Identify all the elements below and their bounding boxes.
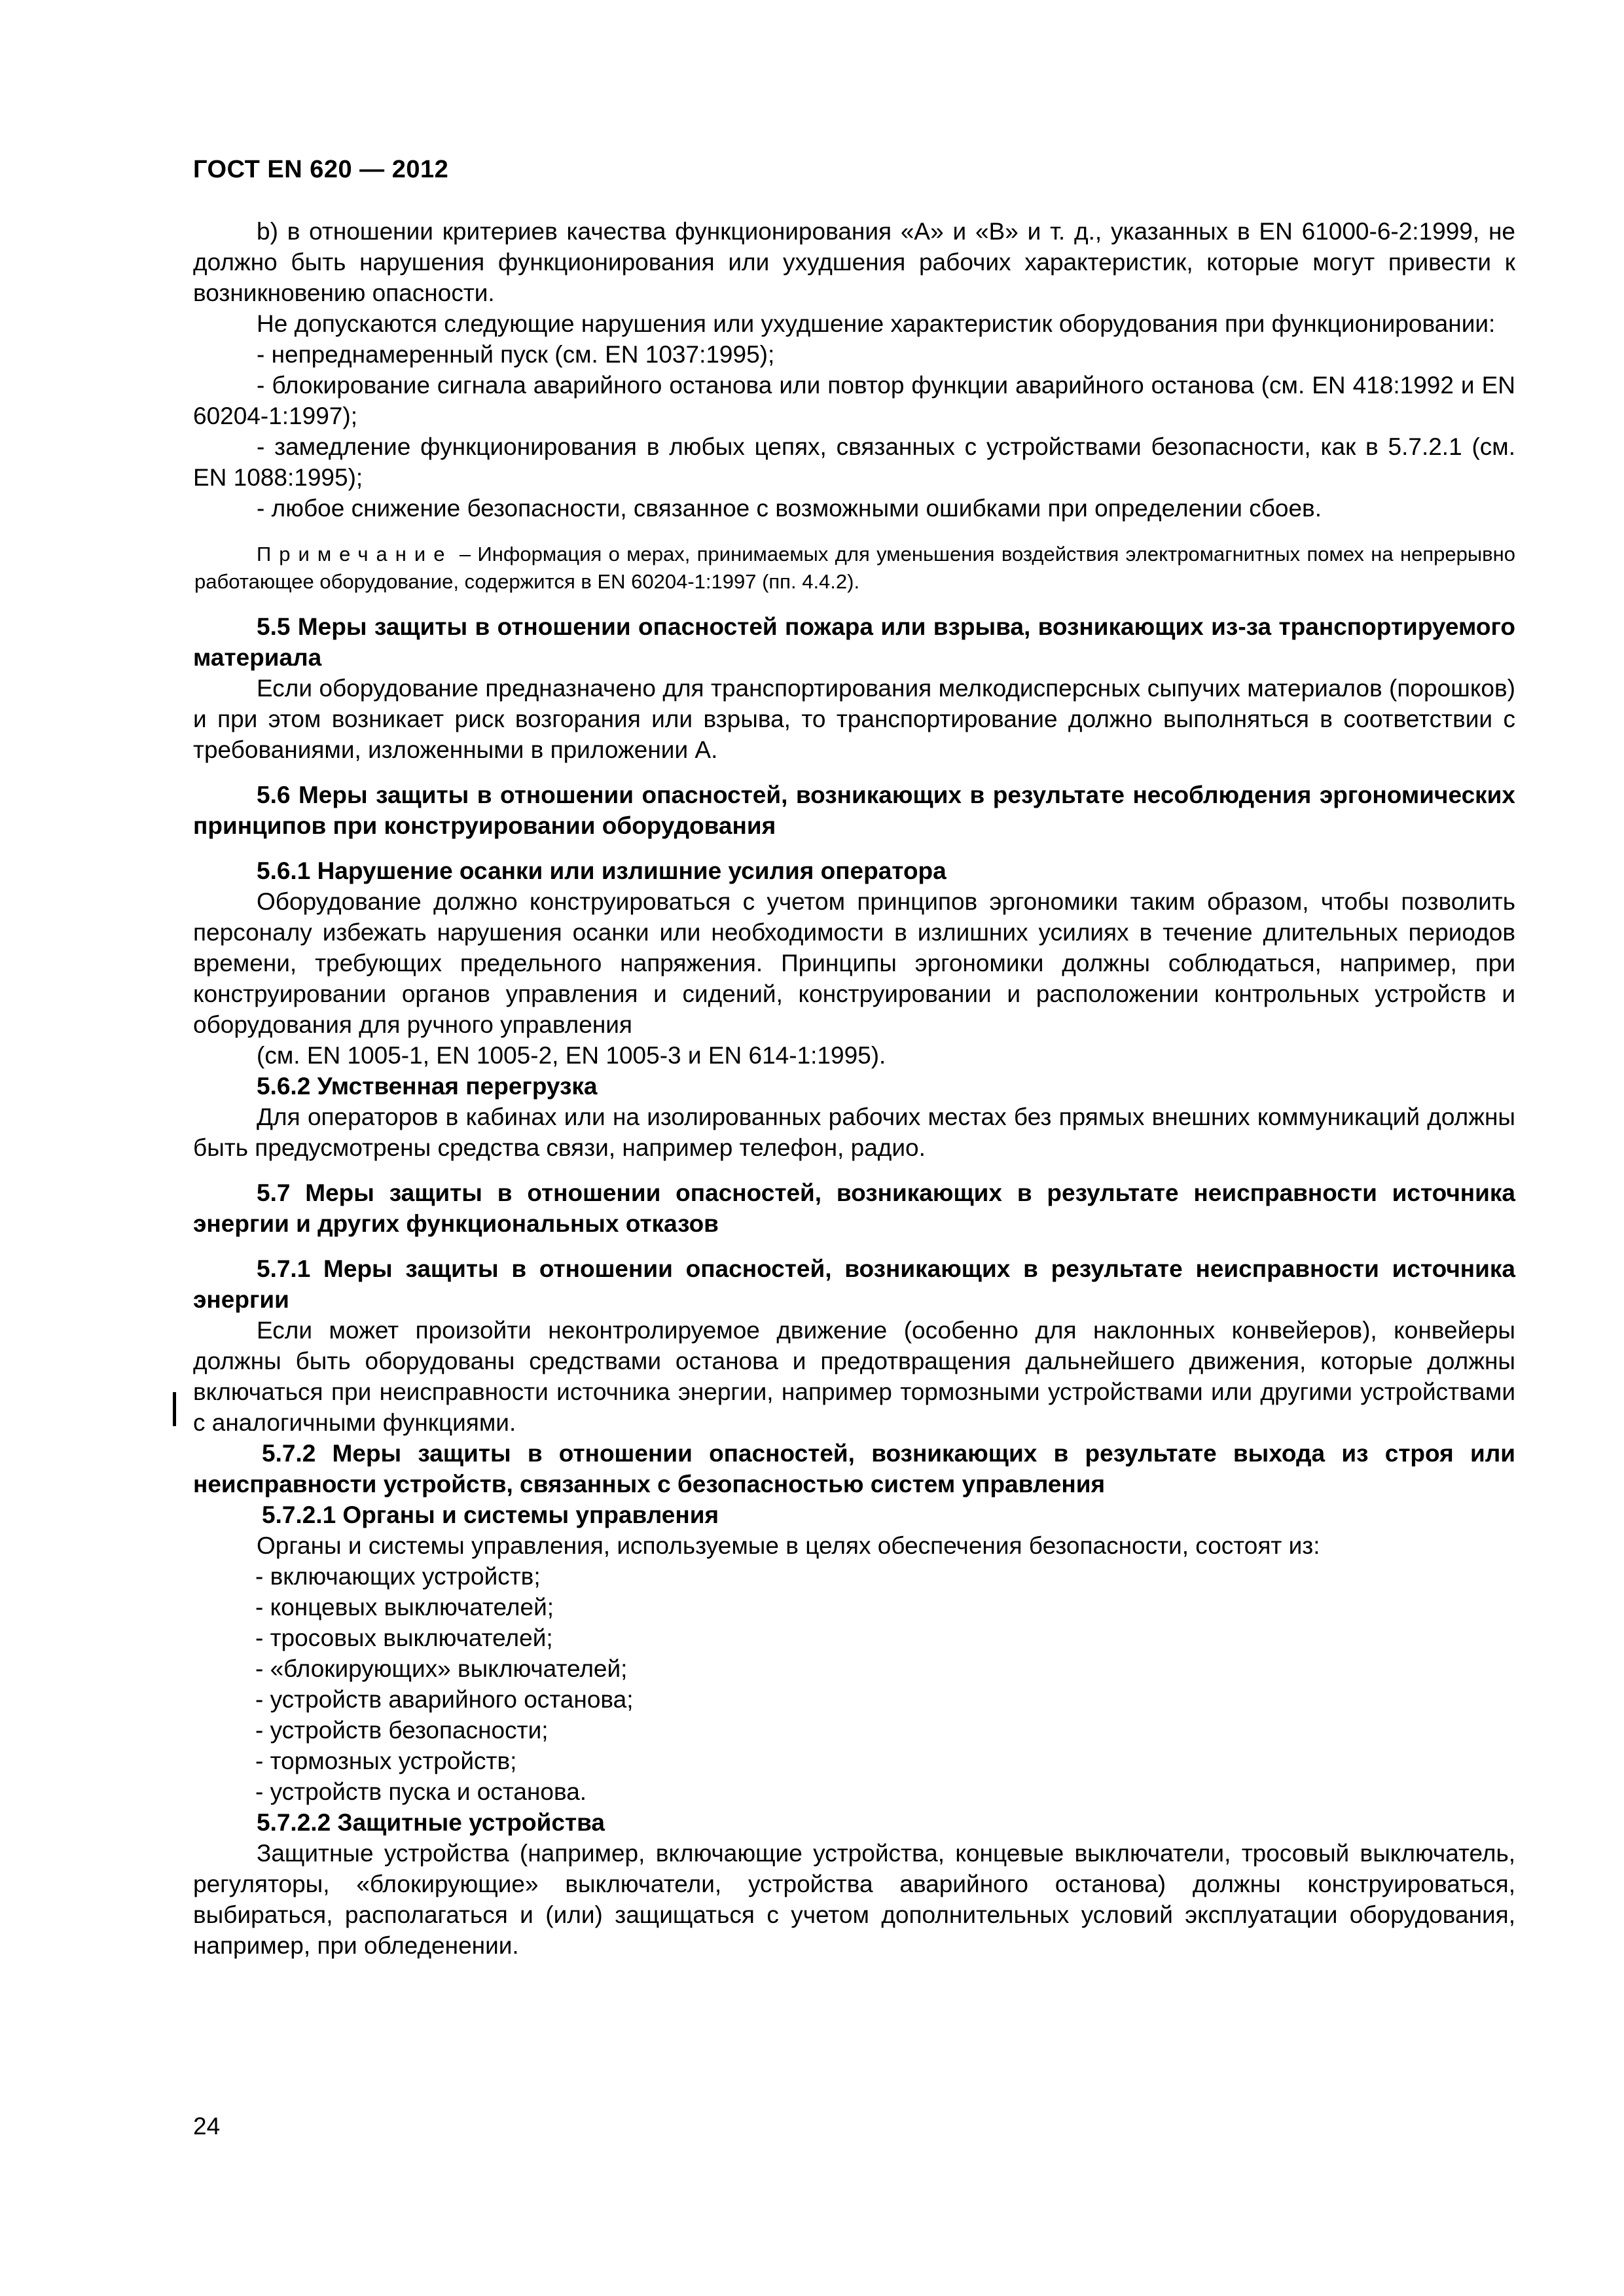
paragraph-5-7-1: Если может произойти неконтролируемое движение (особенно для наклонных конвейеров), конвейеры должны быть оборудованы средствами останова и предотвращения дальнейшего движения, которые должны включаться при неисправности источника энергии, например тормозными устройствами или другими устройствами с аналогичными функциями. [193,1317,1515,1436]
heading-5-6: 5.6 Меры защиты в отношении опасностей, возникающих в результате несоблюдения эргономических принципов при конструировании оборудования [193,781,1515,839]
heading-5-6-1: 5.6.1 Нарушение осанки или излишние усилия оператора [257,857,947,884]
list-item: - устройств пуска и останова. [255,1778,587,1805]
list-item: - непреднамеренный пуск (см. EN 1037:1995); [257,341,775,368]
heading-5-7-2-1: 5.7.2.1 Органы и системы управления [262,1501,719,1528]
heading-5-7-1: 5.7.1 Меры защиты в отношении опасностей, возникающих в результате неисправности источника энергии [193,1255,1515,1313]
note [193,541,1515,596]
heading-5-6-2: 5.6.2 Умственная перегрузка [257,1073,598,1100]
paragraph-5-5: Если оборудование предназначено для транспортирования мелкодисперсных сыпучих материалов (порошков) и при этом возникает риск возгорания или взрыва, то транспортирование должно выполняться в соответствии с требованиями, изложенными в приложении А. [193,675,1515,763]
paragraph-5-6-1: Оборудование должно конструироваться с учетом принципов эргономики таким образом, чтобы позволить персоналу избежать нарушения осанки или необходимости в излишних усилиях в течение длительных периодов времени, требующих предельного напряжения. Принципы эргономики должны соблюдаться, например, при конструировании органов управления и сидений, конструировании и расположении контрольных устройств и оборудования для ручного управления [193,888,1515,1038]
list-item: - блокирование сигнала аварийного останова или повтор функции аварийного останова (см. EN 418:1992 и EN 60204-1:1997); [193,372,1515,429]
list-item: - «блокирующих» выключателей; [255,1655,628,1682]
list-item: - тормозных устройств; [255,1748,517,1774]
list-item: - включающих устройств; [255,1563,541,1590]
paragraph-5-6-2: Для операторов в кабинах или на изолированных рабочих местах без прямых внешних коммуникаций должны быть предусмотрены средства связи, например телефон, радио. [193,1103,1515,1161]
page-content [193,216,1515,1961]
page-number: 24 [193,2113,221,2140]
heading-5-7: 5.7 Меры защиты в отношении опасностей, возникающих в результате неисправности источника энергии и других функциональных отказов [193,1179,1515,1237]
page-header: ГОСТ EN 620 — 2012 [193,156,449,183]
heading-5-7-2: 5.7.2 Меры защиты в отношении опасностей, возникающих в результате выхода из строя или неисправности устройств, связанных с безопасностью систем управления [193,1440,1515,1498]
list-item: - любое снижение безопасности, связанное с возможными ошибками при определении сбоев. [257,495,1322,522]
note-text: – Информация о мерах, принимаемых для уменьшения воздействия электромагнитных помех на непрерывно работающее оборудование, содержится в EN 60204-1:1997 (пп. 4.4.2). [194,543,1515,593]
list-item: - тросовых выключателей; [255,1624,553,1651]
paragraph-not-allowed: Не допускаются следующие нарушения или ухудшение характеристик оборудования при функционировании: [257,310,1496,337]
note-label: Примечание [257,543,453,565]
heading-5-5: 5.5 Меры защиты в отношении опасностей пожара или взрыва, возникающих из-за транспортируемого материала [193,613,1515,671]
heading-5-7-2-2: 5.7.2.2 Защитные устройства [257,1809,605,1836]
list-item: - концевых выключателей; [255,1594,554,1621]
paragraph-5-7-2-1: Органы и системы управления, используемые в целях обеспечения безопасности, состоят из: [257,1532,1320,1559]
list-item: - замедление функционирования в любых цепях, связанных с устройствами безопасности, как в 5.7.2.1 (см. EN 1088:1995); [193,433,1515,491]
list-item: - устройств безопасности; [255,1717,549,1744]
list-item: - устройств аварийного останова; [255,1686,634,1713]
paragraph-criteria-b: b) в отношении критериев качества функционирования «А» и «В» и т. д., указанных в EN 61000-6-2:1999, не должно быть нарушения функционирования или ухудшения рабочих характеристик, которые могут привести к возникновению опасности. [193,218,1515,306]
revision-change-bar [173,1392,176,1426]
paragraph-5-7-2-2: Защитные устройства (например, включающие устройства, концевые выключатели, тросовый выключатель, регуляторы, «блокирующие» выключатели, устройства аварийного останова) должны конструироваться, выбираться, располагаться и (или) защищаться с учетом дополнительных условий эксплуатации оборудования, например, при обледенении. [193,1840,1515,1959]
list-disturbances [193,339,1515,524]
paragraph-5-6-1-references: (см. EN 1005-1, EN 1005-2, EN 1005-3 и EN 614-1:1995). [257,1042,886,1069]
list-control-devices [193,1561,1515,1807]
